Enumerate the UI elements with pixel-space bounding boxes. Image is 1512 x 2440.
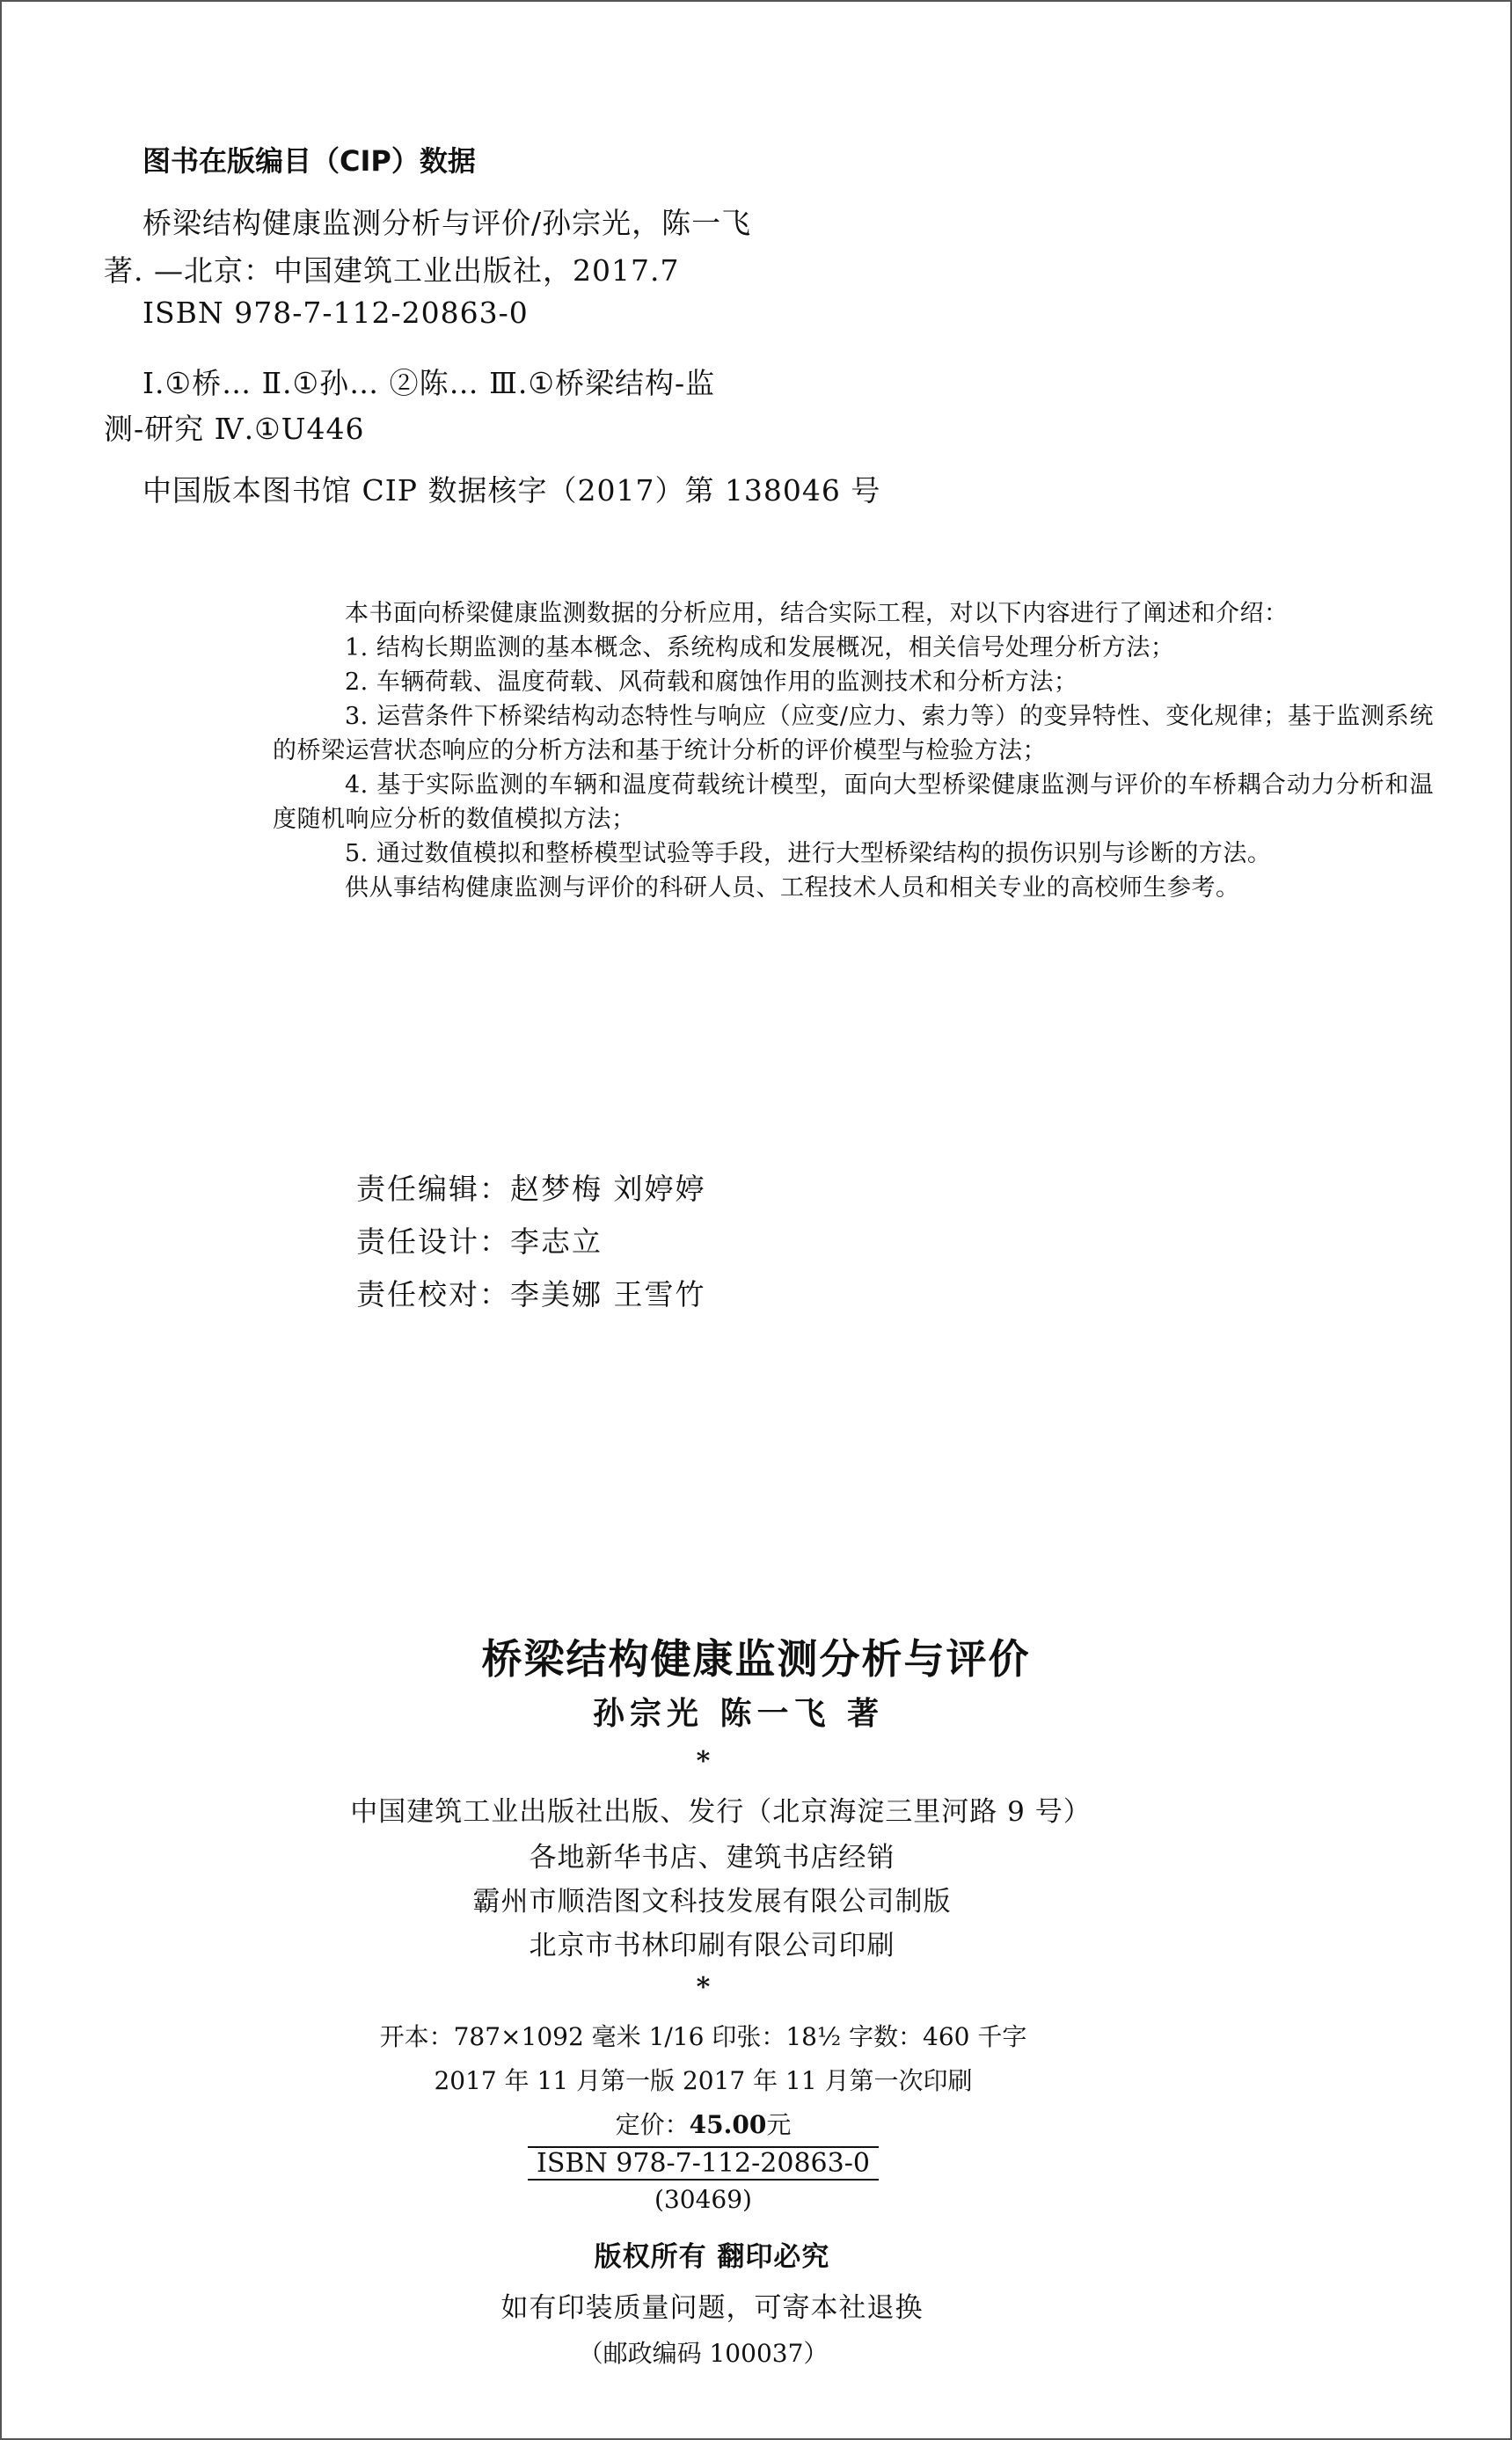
colophon-return-notice: 如有印装质量问题，可寄本社退换 bbox=[500, 2292, 924, 2324]
colophon-separator-2: * bbox=[696, 1972, 711, 2003]
colophon-publisher: 中国建筑工业出版社出版、发行（北京海淀三里河路 9 号） bbox=[350, 1796, 1092, 1828]
summary-intro: 本书面向桥梁健康监测数据的分析应用，结合实际工程，对以下内容进行了阐述和介绍： bbox=[345, 600, 1289, 627]
cip-publisher-line: 著. —北京：中国建筑工业出版社，2017.7 bbox=[104, 253, 680, 288]
summary-item-1: 1. 结构长期监测的基本概念、系统构成和发展概况，相关信号处理分析方法； bbox=[345, 634, 1175, 661]
colophon-printing: 北京市书林印刷有限公司印刷 bbox=[529, 1930, 895, 1961]
summary-item-4: 4. 基于实际监测的车辆和温度荷载统计模型，面向大型桥梁健康监测与评价的车桥耦合动力分析和温度随机响应分析的数值模拟方法； bbox=[273, 771, 1434, 833]
book-summary bbox=[273, 596, 1434, 905]
colophon-price bbox=[0, 2106, 1459, 2141]
summary-item-2: 2. 车辆荷载、温度荷载、风荷载和腐蚀作用的监测技术和分析方法； bbox=[345, 668, 1078, 696]
responsible-design: 责任设计：李志立 bbox=[356, 1224, 603, 1259]
colophon-rights: 版权所有 翻印必究 bbox=[594, 2241, 830, 2273]
colophon-isbn: ISBN 978-7-112-20863-0 bbox=[528, 2146, 879, 2181]
price-value: 45.00 bbox=[689, 2110, 767, 2139]
cip-record-number: 中国版本图书馆 CIP 数据核字（2017）第 138046 号 bbox=[142, 473, 881, 508]
cip-heading: 图书在版编目（CIP）数据 bbox=[142, 144, 476, 178]
price-unit: 元 bbox=[766, 2110, 792, 2139]
colophon-format: 开本：787×1092 毫米 1/16 印张：18½ 字数：460 千字 bbox=[379, 2022, 1027, 2051]
cip-classification-line-1: Ⅰ.①桥… Ⅱ.①孙… ②陈… Ⅲ.①桥梁结构-监 bbox=[142, 366, 716, 400]
colophon-plate-making: 霸州市顺浩图文科技发展有限公司制版 bbox=[472, 1886, 952, 1918]
colophon-title: 桥梁结构健康监测分析与评价 bbox=[481, 1635, 1031, 1683]
responsible-proofread: 责任校对：李美娜 王雪竹 bbox=[356, 1277, 706, 1311]
cip-title-line: 桥梁结构健康监测分析与评价/孙宗光，陈一飞 bbox=[142, 206, 752, 240]
summary-audience: 供从事结构健康监测与评价的科研人员、工程技术人员和相关专业的高校师生参考。 bbox=[345, 874, 1240, 902]
colophon-edition: 2017 年 11 月第一版 2017 年 11 月第一次印刷 bbox=[434, 2066, 973, 2095]
cip-classification-line-2: 测-研究 Ⅳ.①U446 bbox=[104, 412, 365, 446]
colophon-isbn-box bbox=[0, 2146, 1459, 2181]
price-label: 定价： bbox=[615, 2110, 690, 2139]
colophon-code: (30469) bbox=[654, 2185, 752, 2214]
colophon-postal-code: （邮政编码 100037） bbox=[578, 2339, 829, 2368]
colophon-separator-1: * bbox=[696, 1746, 711, 1777]
cip-isbn: ISBN 978-7-112-20863-0 bbox=[142, 296, 529, 330]
summary-item-5: 5. 通过数值模拟和整桥模型试验等手段，进行大型桥梁结构的损伤识别与诊断的方法。 bbox=[345, 840, 1272, 867]
responsible-editor: 责任编辑：赵梦梅 刘婷婷 bbox=[356, 1172, 706, 1206]
colophon-authors: 孙宗光 陈一飞 著 bbox=[592, 1695, 885, 1732]
colophon-distribution: 各地新华书店、建筑书店经销 bbox=[529, 1842, 895, 1874]
summary-item-3: 3. 运营条件下桥梁结构动态特性与响应（应变/应力、索力等）的变异特性、变化规律；基于监测系统的桥梁运营状态响应的分析方法和基于统计分析的评价模型与检验方法； bbox=[273, 703, 1434, 764]
